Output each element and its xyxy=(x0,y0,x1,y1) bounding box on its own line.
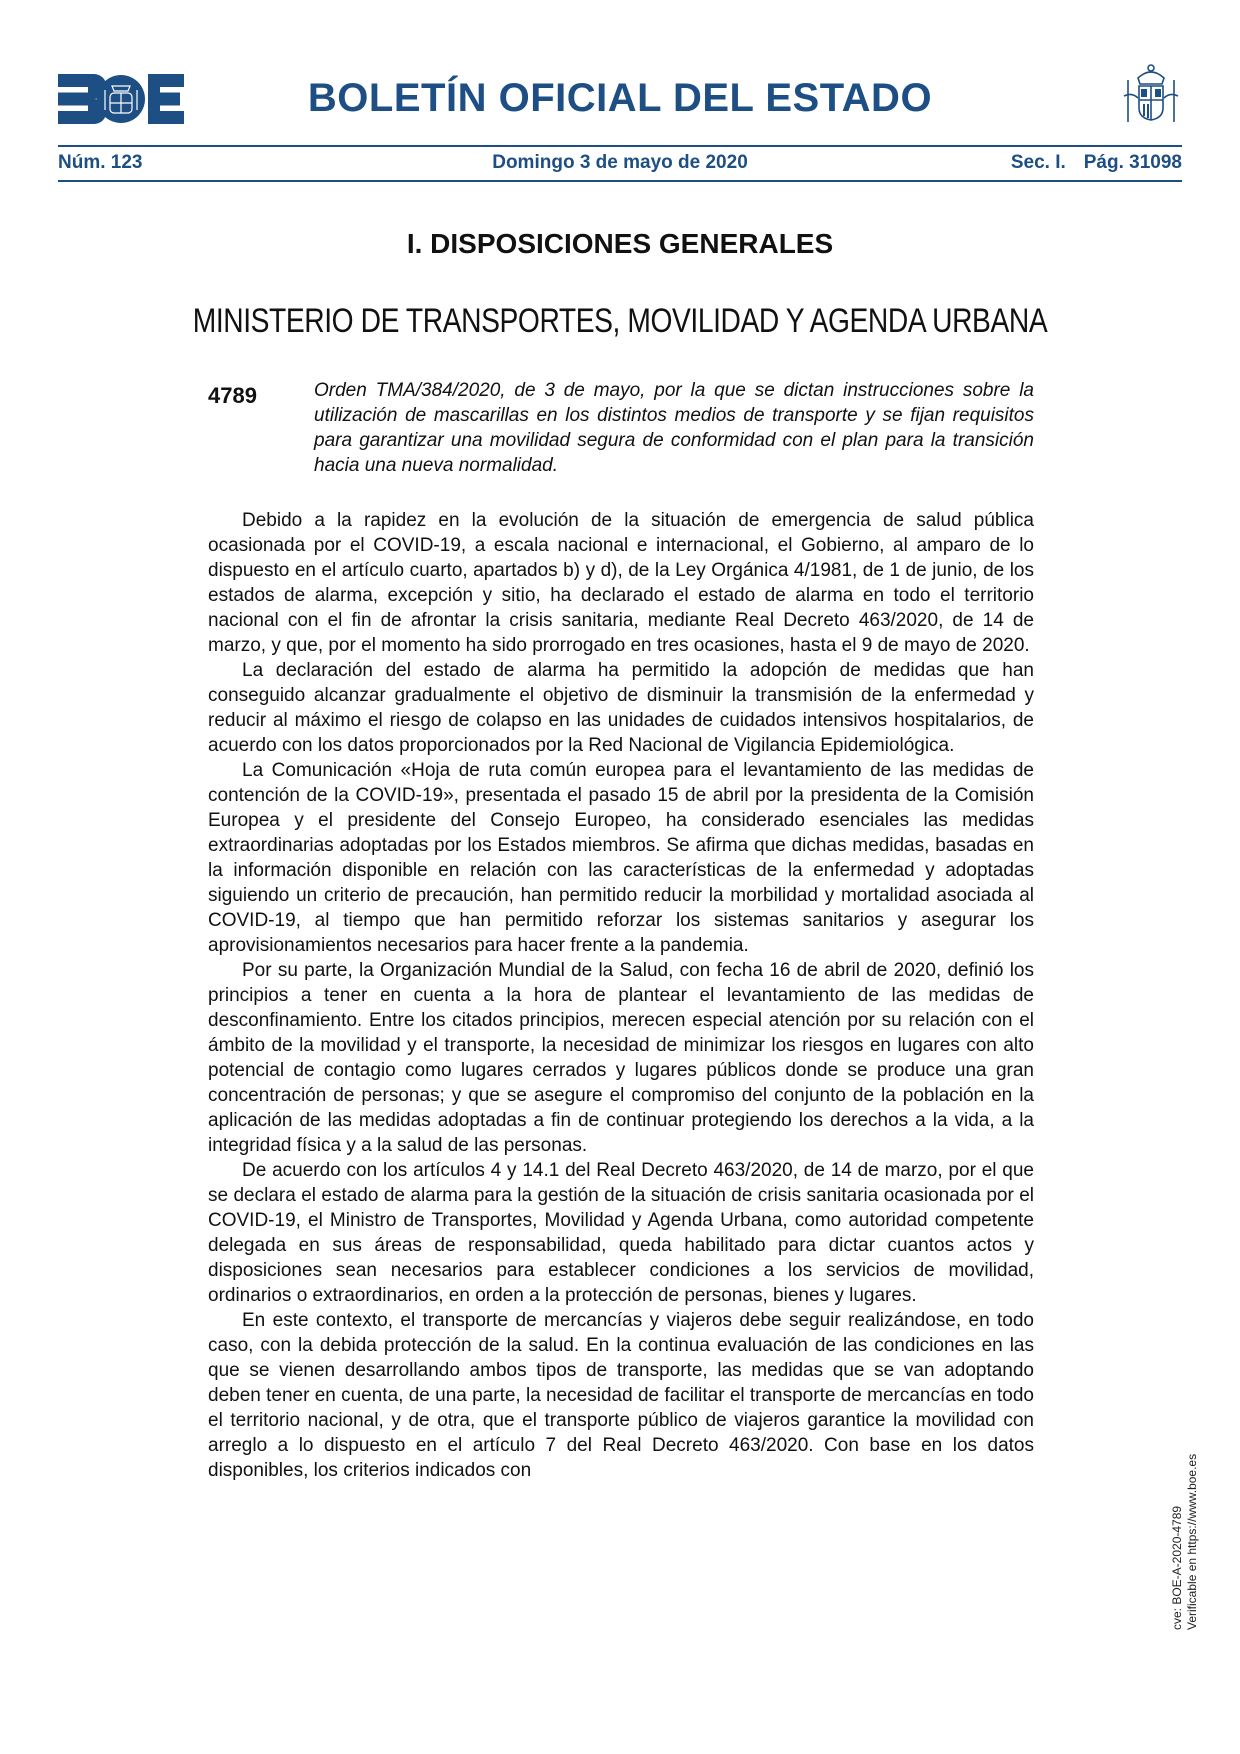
boe-logo-icon xyxy=(58,74,184,124)
document-body xyxy=(208,508,1034,1483)
header-top-rule xyxy=(58,145,1182,147)
paragraph: Debido a la rapidez en la evolución de la situación de emergencia de salud pública ocasionada por el COVID-19, a escala nacional e internacional, el Gobierno, al amparo de lo dispuesto en el artículo cuarto, apartados b) y d), de la Ley Orgánica 4/1981, de 1 de junio, de los estados de alarma, excepción y sitio, ha declarado el estado de alarma en todo el territorio nacional con el fin de afrontar la crisis sanitaria, mediante Real Decreto 463/2020, de 14 de marzo, y que, por el momento ha sido prorrogado en tres ocasiones, hasta el 9 de mayo de 2020. xyxy=(208,510,1034,656)
paragraph: De acuerdo con los artículos 4 y 14.1 del Real Decreto 463/2020, de 14 de marzo, por el que se declara el estado de alarma para la gestión de la situación de crisis sanitaria ocasionada por el COVID-19, el Ministro de Transportes, Movilidad y Agenda Urbana, como autoridad competente delegada en sus áreas de responsabilidad, queda habilitado para dictar cuantos actos y disposiciones sean necesarios para establecer condiciones a los servicios de movilidad, ordinarios o extraordinarios, en orden a la protección de personas, bienes y lugares. xyxy=(208,1160,1034,1306)
verification-link[interactable]: Verificable en https://www.boe.es xyxy=(1185,1453,1199,1630)
section-title: I. DISPOSICIONES GENERALES xyxy=(406,228,834,259)
paragraph: En este contexto, el transporte de mercancías y viajeros debe seguir realizándose, en todo caso, con la debida protección de la salud. En la continua evaluación de las condiciones en las que se vienen desarrollando ambos tipos de transporte, las medidas que se van adoptando deben tener en cuenta, de una parte, la necesidad de facilitar el transporte de mercancías en todo el territorio nacional, y de otra, que el transporte público de viajeros garantice la movilidad con arreglo a lo dispuesto en el artículo 7 del Real Decreto 463/2020. Con base en los datos disponibles, los criterios indicados con xyxy=(208,1310,1034,1481)
issue-number: Núm. 123 xyxy=(58,152,143,173)
document-summary: Orden TMA/384/2020, de 3 de mayo, por la que se dictan instrucciones sobre la utilización de mascarillas en los distintos medios de transporte y se fijan requisitos para garantizar una movilidad segura de conformidad con el plan para la transición hacia una nueva normalidad. xyxy=(314,380,1034,476)
paragraph: La declaración del estado de alarma ha permitido la adopción de medidas que han conseguido alcanzar gradualmente el objetivo de disminuir la transmisión de la enfermedad y reducir al máximo el riesgo de colapso en las unidades de cuidados intensivos hospitalarios, de acuerdo con los datos proporcionados por la Red Nacional de Vigilancia Epidemiológica. xyxy=(208,660,1034,756)
header-bottom-rule xyxy=(58,180,1182,182)
document-number: 4789 xyxy=(208,383,257,408)
issue-date: Domingo 3 de mayo de 2020 xyxy=(492,152,748,173)
paragraph: Por su parte, la Organización Mundial de la Salud, con fecha 16 de abril de 2020, definió los principios a tener en cuenta a la hora de plantear el levantamiento de las medidas de desconfinamiento. Entre los citados principios, merecen especial atención por su relación con el ámbito de la movilidad y el transporte, la necesidad de minimizar los riesgos en lugares con alto potencial de contagio como lugares cerrados y lugares públicos donde se produce una gran concentración de personas; y que se asegure el compromiso del conjunto de la población en la aplicación de las medidas adoptadas a fin de continuar protegiendo los derechos a la vida, a la integridad física y a la salud de las personas. xyxy=(208,960,1034,1156)
cve-code: cve: BOE-A-2020-4789 xyxy=(1170,1505,1184,1630)
verification-note xyxy=(1170,1454,1200,1630)
page-number: Pág. 31098 xyxy=(1083,152,1182,173)
ministry-title: MINISTERIO DE TRANSPORTES, MOVILIDAD Y AGENDA URBANA xyxy=(192,302,1048,340)
paragraph: La Comunicación «Hoja de ruta común europea para el levantamiento de las medidas de contención de la COVID-19», presentada el pasado 15 de abril por la presidenta de la Comisión Europea y el presidente del Consejo Europeo, ha considerado esenciales las medidas extraordinarias adoptadas por los Estados miembros. Se afirma que dichas medidas, basadas en la información disponible en relación con las características de la enfermedad y adoptadas siguiendo un criterio de precaución, han permitido reducir la morbilidad y mortalidad asociada al COVID-19, al tiempo que han permitido reforzar los sistemas sanitarios y asegurar los aprovisionamientos necesarios para hacer frente a la pandemia. xyxy=(208,760,1034,956)
gazette-title: BOLETÍN OFICIAL DEL ESTADO xyxy=(307,76,933,120)
coat-of-arms-icon xyxy=(1120,62,1182,132)
section-page-info xyxy=(1011,152,1182,174)
section-label: Sec. I. xyxy=(1010,152,1066,173)
